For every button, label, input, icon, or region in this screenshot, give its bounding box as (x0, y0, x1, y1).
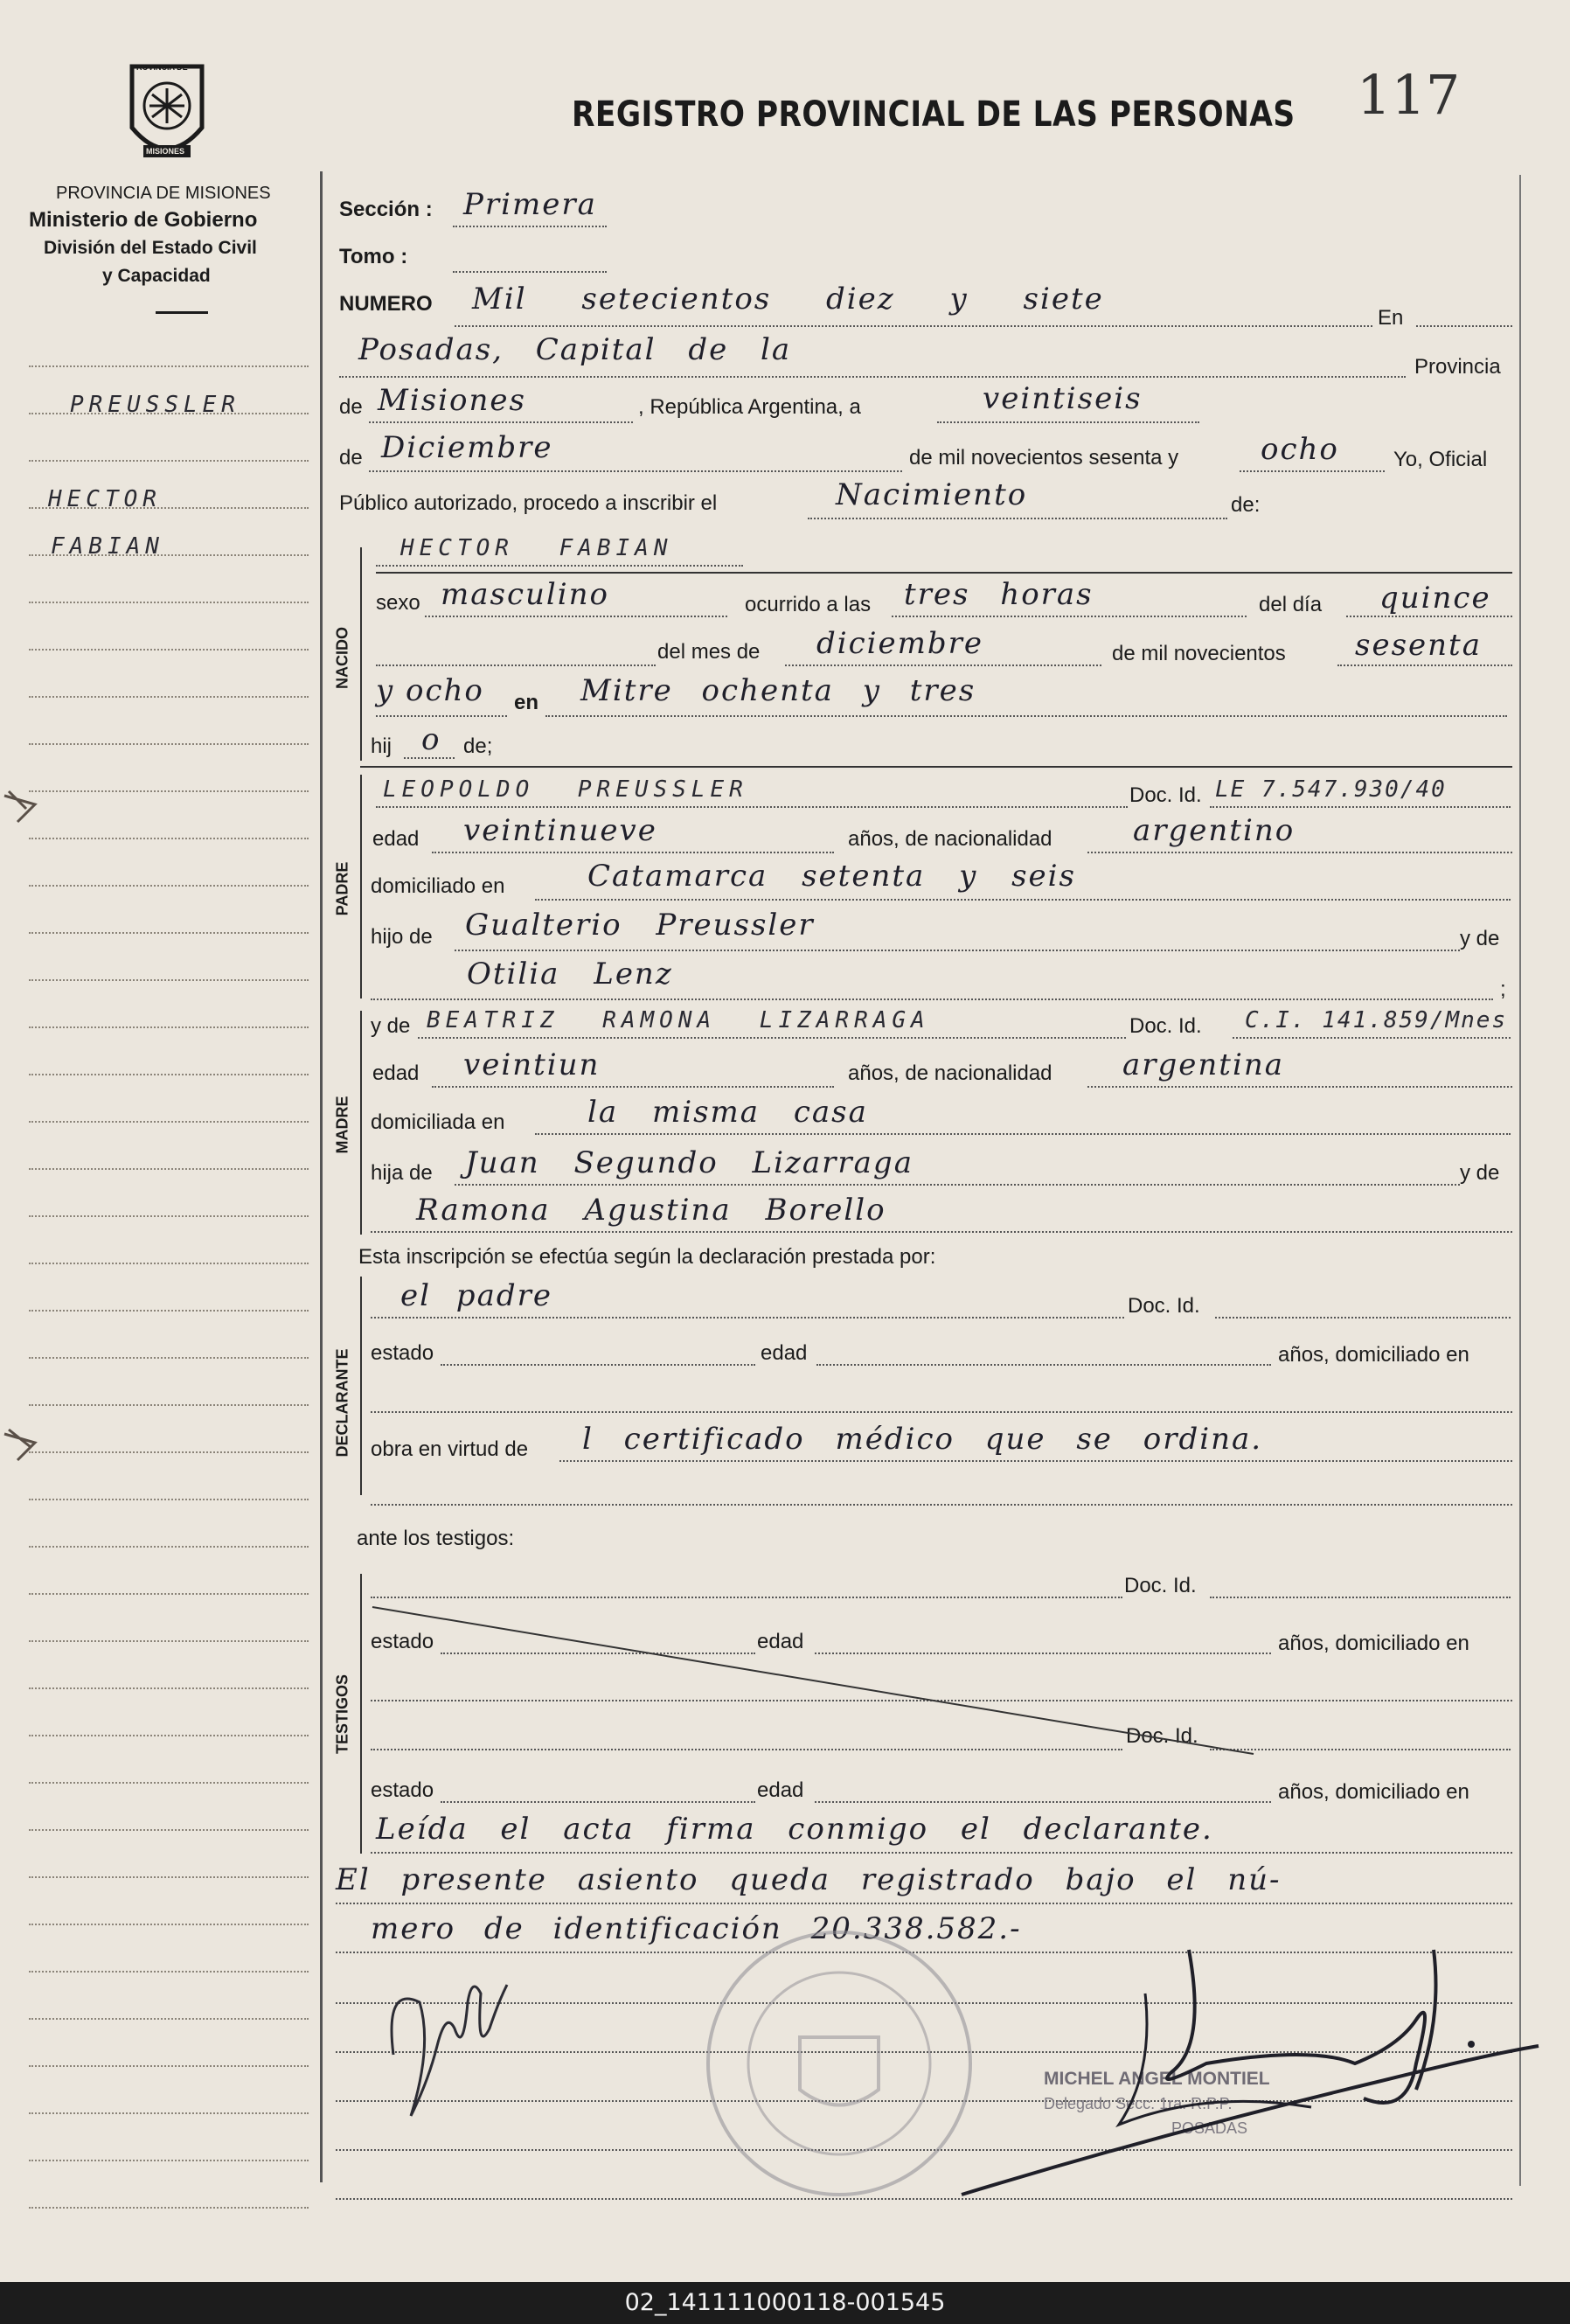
de-colon-label: de: (1231, 493, 1261, 517)
padre-madre-line (371, 998, 1493, 1000)
padre-dom-label: domiciliado en (371, 874, 505, 898)
padre-nombre-line (376, 806, 1128, 808)
padre-hijo-label: hijo de (371, 925, 433, 949)
madre-nombre: BEATRIZ RAMONA LIZARRAGA (427, 1007, 930, 1033)
anio2-line (376, 715, 507, 717)
padre-yde-label: y de (1460, 927, 1500, 950)
declarante-doc-label: Doc. Id. (1128, 1294, 1200, 1318)
padre-nac-value: argentino (1133, 813, 1296, 848)
seccion-line (453, 226, 607, 227)
ministry-name: Ministerio de Gobierno (29, 208, 258, 232)
padre-dom-line (535, 899, 1511, 901)
declarante-estado-line (441, 1364, 755, 1366)
padre-edad-label: edad (372, 827, 420, 851)
madre-yde-label: y de (1460, 1161, 1500, 1185)
testigo2-estado-line (441, 1801, 755, 1803)
padre-dom-value: Catamarca setenta y seis (587, 859, 1077, 894)
madre-edad-label: edad (372, 1061, 420, 1085)
testigo1-anos-label: años, domiciliado en (1278, 1632, 1469, 1655)
binding-thread (0, 769, 61, 1469)
testigo1-estado-label: estado (371, 1630, 434, 1653)
madre-doc-value: C.I. 141.859/Mnes (1245, 1007, 1508, 1033)
cierre-line-1: Leída el acta firma conmigo el declarante. (376, 1812, 1213, 1847)
lugar-nacimiento-line (545, 715, 1507, 717)
madre-edad-line (432, 1086, 834, 1088)
provincia-value: Misiones (378, 383, 526, 418)
testigo2-estado-label: estado (371, 1778, 434, 1802)
official-name-stamp: MICHEL ANGEL MONTIEL (1044, 2069, 1270, 2089)
del-dia-label: del día (1259, 593, 1323, 616)
numero-value: Mil setecientos diez y siete (472, 282, 1104, 317)
declarante-bracket (360, 1277, 367, 1495)
page-number: 117 (1357, 63, 1461, 127)
mes-pre-line (376, 664, 656, 666)
madre-bracket (360, 1011, 367, 1235)
madre-dom-line (535, 1133, 1511, 1135)
padre-nac-line (1087, 852, 1512, 853)
nacido-label: NACIDO (333, 627, 351, 689)
padre-nac-label: años, de nacionalidad (848, 827, 1052, 851)
padre-nombre: LEOPOLDO PREUSSLER (383, 776, 748, 803)
madre-nac-value: argentina (1122, 1047, 1285, 1082)
padre-edad-line (432, 852, 834, 853)
numero-line (455, 325, 1372, 327)
ocurrido-label: ocurrido a las (745, 593, 872, 616)
nacido-bracket (360, 547, 367, 761)
declarante-label: DECLARANTE (333, 1348, 351, 1458)
testigos-bracket (360, 1574, 367, 1854)
padre-bracket (360, 775, 367, 998)
image-id-footer: 02_141111000118-001545 (0, 2282, 1570, 2324)
madre-padre-value: Juan Segundo Lizarraga (465, 1145, 914, 1180)
padre-doc-value: LE 7.547.930/40 (1215, 776, 1447, 803)
yo-oficial-label: Yo, Oficial (1393, 448, 1488, 471)
nacido-nombre-line (376, 565, 743, 567)
padre-semicolon: ; (1500, 978, 1506, 1001)
official-round-stamp (699, 1924, 979, 2203)
tomo-line (453, 271, 607, 273)
madre-madre-line (371, 1231, 1512, 1233)
madre-nac-line (1087, 1086, 1512, 1088)
sexo-line (425, 616, 727, 617)
madre-edad-value: veintiun (463, 1047, 601, 1082)
lugar-line (339, 376, 1406, 378)
madre-hija-label: hija de (371, 1161, 433, 1185)
madre-nac-label: años, de nacionalidad (848, 1061, 1052, 1085)
madre-nombre-line (418, 1037, 1126, 1039)
obra-value: l certificado médico que se ordina. (582, 1422, 1263, 1457)
official-role-stamp: Delegado Secc. 1ra. R.P.P. (1044, 2095, 1233, 2112)
padre-padre-value: Gualterio Preussler (465, 908, 815, 943)
padre-doc-line (1210, 806, 1511, 808)
declarante-estado-label: estado (371, 1341, 434, 1365)
hora-value: tres horas (904, 577, 1094, 612)
division-name: División del Estado Civil (44, 238, 257, 258)
province-name: PROVINCIA DE MISIONES (56, 184, 271, 203)
publico-label: Público autorizado, procedo a inscribir el (339, 491, 718, 515)
provincia-label: Provincia (1414, 355, 1501, 379)
official-signature (944, 1941, 1556, 2203)
madre-dom-label: domiciliada en (371, 1110, 505, 1134)
padre-label: PADRE (333, 861, 351, 916)
margin-given-name-2: FABIAN (51, 533, 164, 560)
nacido-nombre: HECTOR FABIAN (400, 535, 673, 561)
hij-line (404, 757, 455, 759)
header-divider (156, 311, 208, 314)
cierre-line-3: mero de identificación 20.338.582.- (371, 1911, 1022, 1946)
margin-given-name-1: HECTOR (48, 486, 162, 512)
hora-line (892, 616, 1247, 617)
fecha-mes-line (369, 470, 902, 472)
tomo-label: Tomo : (339, 245, 408, 268)
padre-doc-label: Doc. Id. (1129, 783, 1202, 807)
de-mil-nov-label: de mil novecientos (1112, 642, 1286, 665)
ante-label: ante los testigos: (357, 1527, 515, 1550)
madre-yde-start: y de (371, 1014, 411, 1038)
cierre-line-1-rule (371, 1852, 1512, 1854)
en-label: En (1378, 306, 1404, 330)
lugar-value: Posadas, Capital de la (358, 332, 792, 367)
padre-edad-value: veintinueve (463, 813, 657, 848)
nacido-top-rule (376, 572, 1512, 574)
fecha-anio-value: ocho (1261, 432, 1339, 467)
numero-label: NUMERO (339, 292, 433, 316)
anio-value-2: y ocho (376, 673, 484, 708)
declarante-dom-line (371, 1411, 1512, 1413)
declarante-last-line (371, 1504, 1512, 1506)
padre-padre-line (455, 950, 1460, 951)
de-mil-label: de mil novecientos sesenta y (909, 446, 1179, 470)
hij-label: hij (371, 734, 392, 758)
testigo2-edad-label: edad (757, 1778, 804, 1802)
seal-text-top: PROVINCIA DE (131, 63, 188, 72)
madre-doc-line (1233, 1037, 1511, 1039)
dia-line (1346, 616, 1512, 617)
declarante-line (371, 1317, 1124, 1319)
provincia-line (369, 421, 633, 423)
anio-line (1337, 664, 1512, 666)
madre-dom-value: la misma casa (587, 1095, 868, 1130)
cierre-line-2-rule (336, 1903, 1512, 1904)
division-name-2: y Capacidad (102, 266, 211, 286)
del-mes-label: del mes de (657, 640, 761, 664)
dia-value: quince (1379, 581, 1491, 616)
padre-madre-value: Otilia Lenz (467, 957, 673, 992)
lugar-nacimiento-value: Mitre ochenta y tres (580, 673, 976, 708)
de-label-2: de (339, 446, 363, 470)
testigos-strike-line (367, 1591, 1521, 1766)
republica-label: , República Argentina, a (638, 395, 861, 419)
en-lower-label: en (514, 691, 539, 714)
seccion-label: Sección : (339, 198, 433, 221)
sexo-label: sexo (376, 591, 420, 615)
hij-suffix-value: o (421, 722, 441, 757)
testigo2-edad-line (815, 1801, 1271, 1803)
document-title: REGISTRO PROVINCIAL DE LAS PERSONAS (572, 94, 1296, 135)
testigo2-anos-label: años, domiciliado en (1278, 1780, 1469, 1804)
testigo1-doc-label: Doc. Id. (1124, 1574, 1197, 1597)
testigo2-doc-label: Doc. Id. (1126, 1724, 1198, 1748)
acto-line (808, 518, 1227, 519)
margin-surname: PREUSSLER (70, 392, 240, 418)
declarante-anos-label: años, domiciliado en (1278, 1343, 1469, 1367)
fecha-anio-line (1240, 470, 1385, 472)
testigos-label: TESTIGOS (333, 1674, 351, 1755)
left-frame-line (320, 171, 323, 2182)
mes-value: diciembre (816, 626, 984, 661)
sexo-value: masculino (441, 577, 610, 612)
de-semi-label: de; (463, 734, 493, 758)
declarante-doc-line (1215, 1317, 1511, 1319)
acto-value: Nacimiento (836, 477, 1028, 512)
obra-label: obra en virtud de (371, 1437, 529, 1461)
nacido-bottom-rule (360, 766, 1512, 768)
obra-line (559, 1460, 1512, 1462)
right-frame-line (1519, 175, 1521, 2186)
declarante-edad-label: edad (761, 1341, 808, 1365)
cierre-line-2: El presente asiento queda registrado bajo el nú- (336, 1862, 1282, 1897)
fecha-mes-value: Diciembre (381, 430, 553, 465)
de-label-1: de (339, 395, 363, 419)
mes-line (785, 664, 1101, 666)
seccion-value: Primera (463, 187, 597, 222)
madre-padre-line (455, 1184, 1460, 1186)
en-tail (1416, 325, 1512, 327)
fecha-dia-value: veintiseis (983, 381, 1143, 416)
madre-doc-label: Doc. Id. (1129, 1014, 1202, 1038)
official-city-stamp: POSADAS (1171, 2119, 1248, 2137)
inscripcion-label: Esta inscripción se efectúa según la declaración prestada por: (358, 1245, 936, 1269)
fecha-dia-line (937, 421, 1199, 423)
seal-text-bottom: MISIONES (146, 147, 185, 156)
anio-value-1: sesenta (1355, 628, 1482, 663)
testigo1-edad-label: edad (757, 1630, 804, 1653)
madre-label: MADRE (333, 1096, 351, 1154)
declarante-edad-line (816, 1364, 1271, 1366)
madre-madre-value: Ramona Agustina Borello (416, 1193, 886, 1228)
declarant-signature (367, 1950, 524, 2142)
declarante-value: el padre (400, 1278, 552, 1313)
